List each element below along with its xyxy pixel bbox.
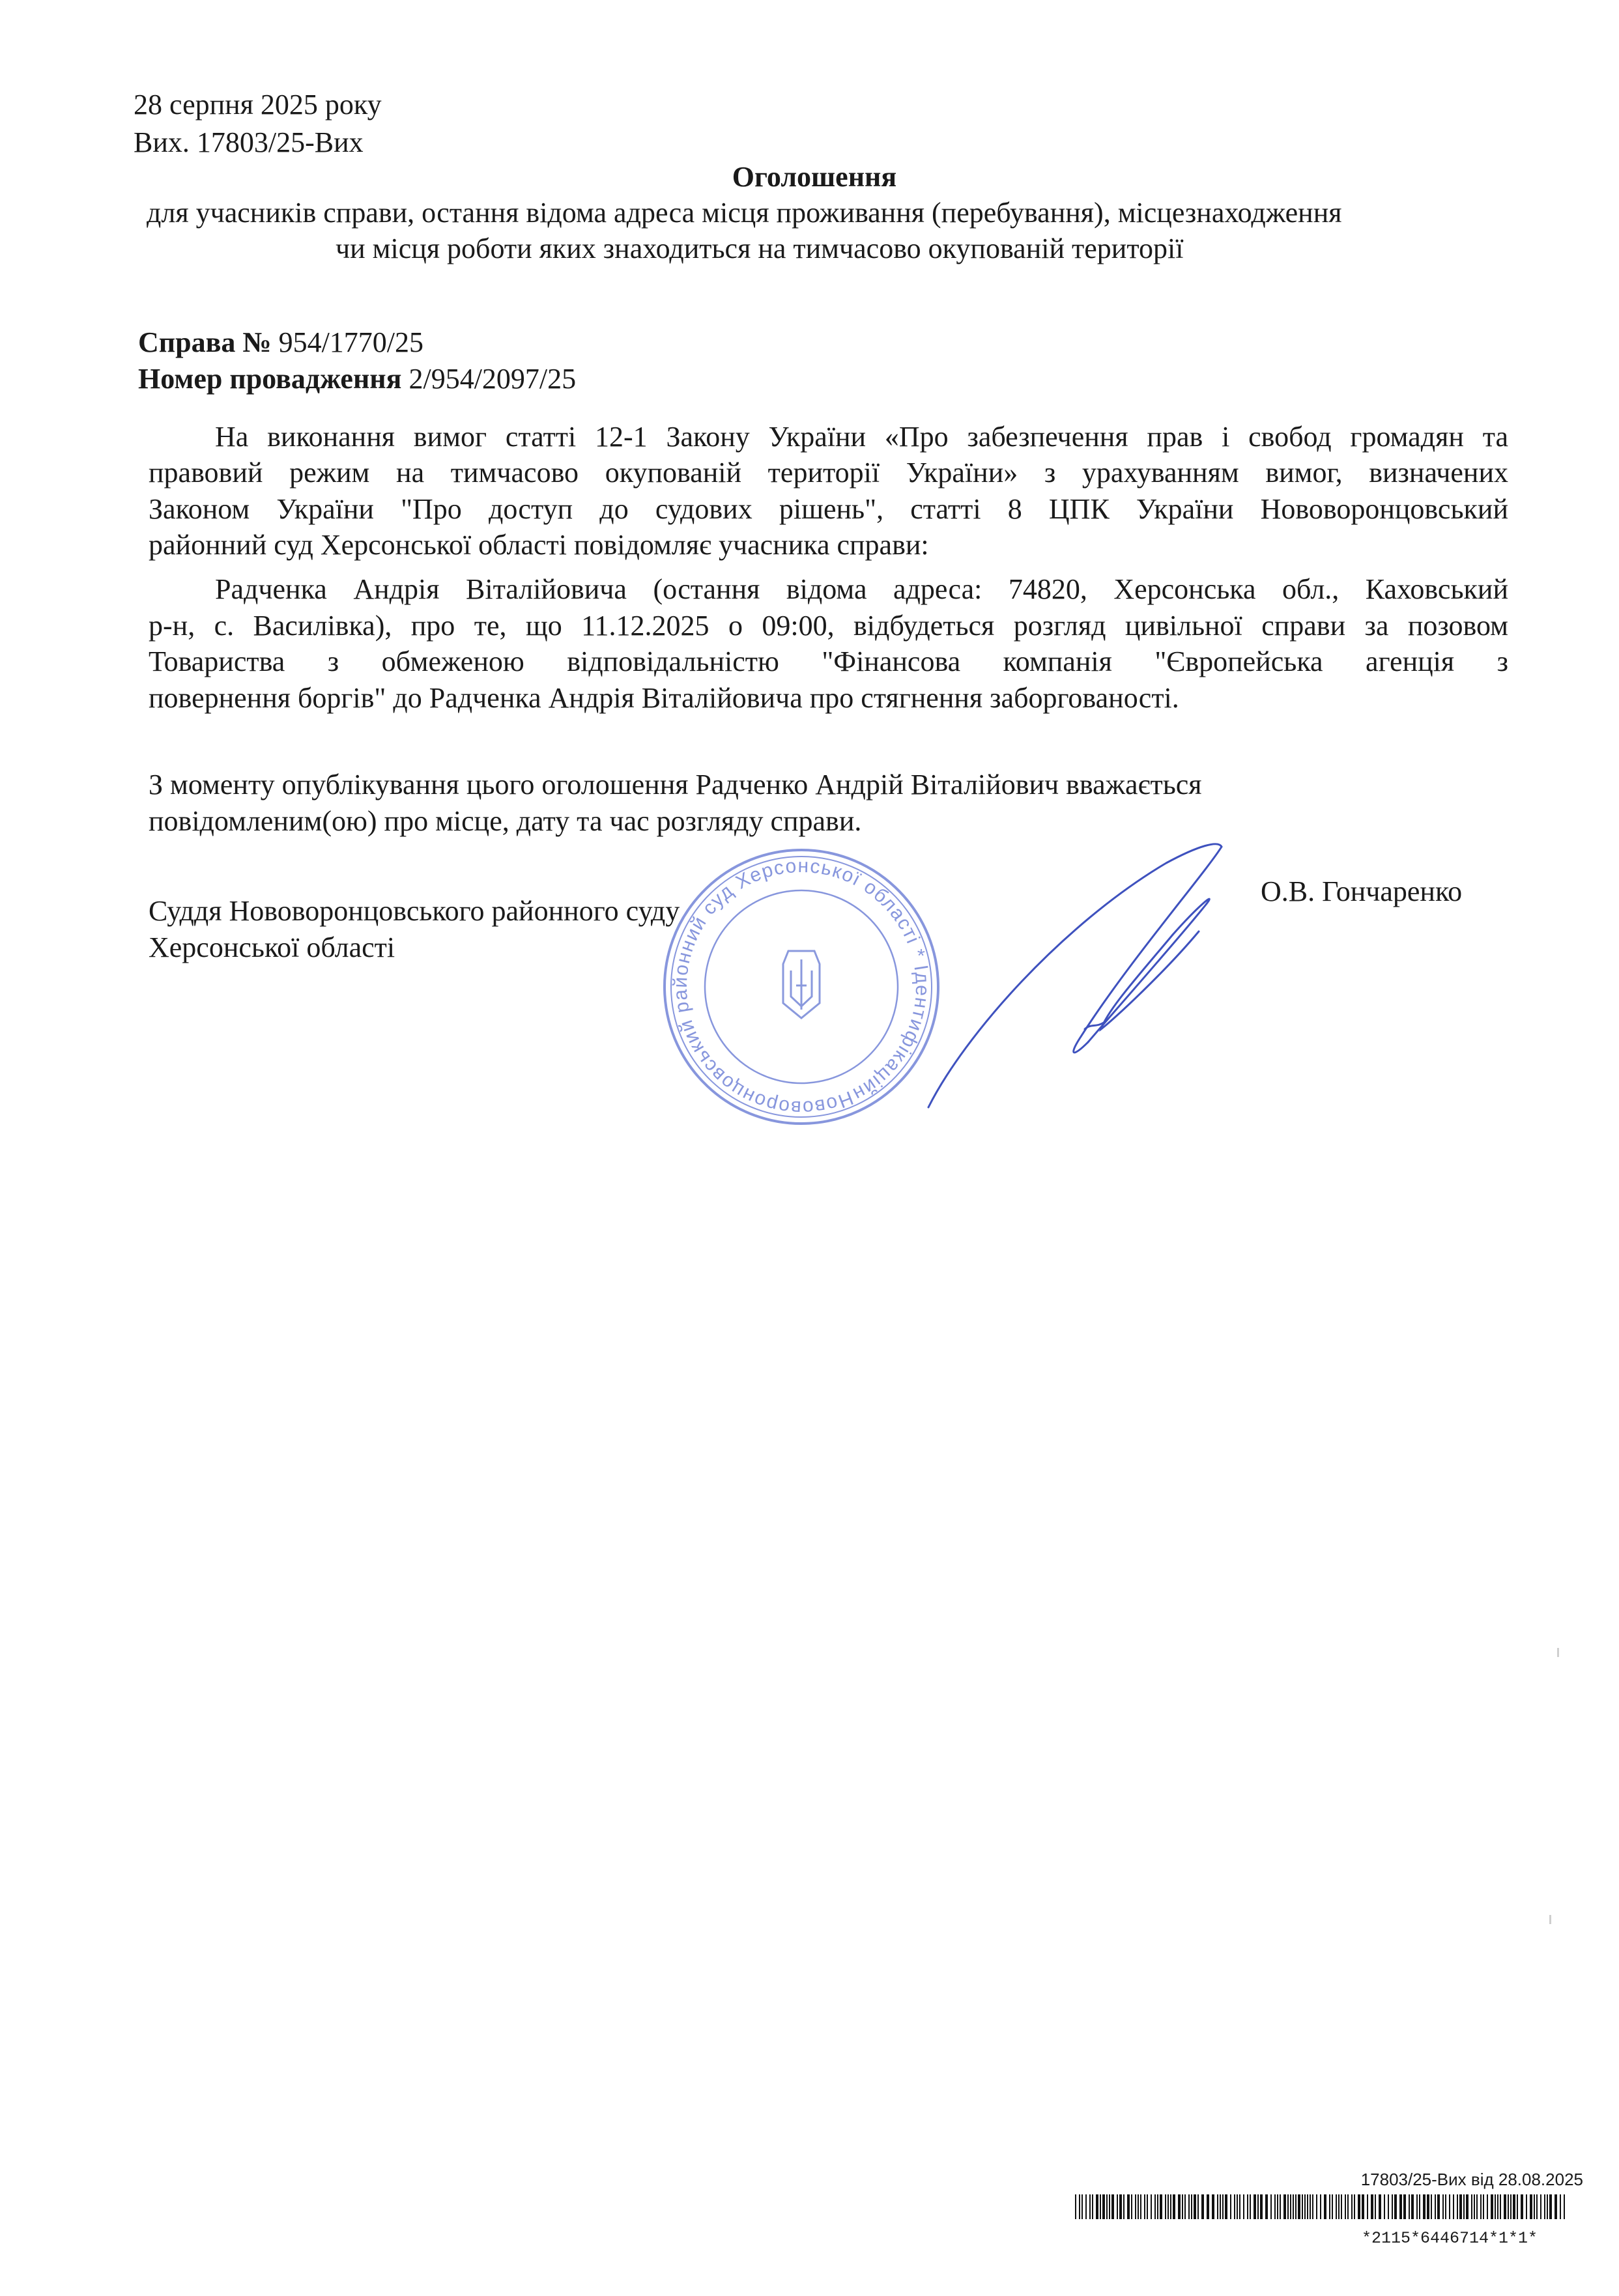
barcode-bar	[1437, 2194, 1440, 2219]
barcode-bar	[1201, 2194, 1204, 2219]
barcode-bar	[1109, 2194, 1110, 2219]
paragraph-1-line: Законом України "Про доступ до судових рішень", статті 8 ЦПК України Нововоронцовський	[149, 493, 1508, 525]
barcode-bar	[1338, 2194, 1340, 2219]
barcode-bar	[1178, 2194, 1181, 2219]
barcode-bar	[1517, 2194, 1518, 2219]
barcode-bar	[1184, 2194, 1186, 2219]
barcode-bar	[1483, 2194, 1484, 2219]
barcode-bar	[1379, 2194, 1381, 2219]
barcode-bar	[1247, 2194, 1248, 2219]
barcode-bar	[1280, 2194, 1281, 2219]
barcode-bar	[1079, 2194, 1080, 2219]
barcode-bar	[1480, 2194, 1482, 2219]
seal-text: Нововоронцовський районний суд Херсонської області * Ідентифікаційний	[669, 855, 934, 1119]
barcode-bar	[1117, 2194, 1118, 2219]
barcode-bar	[1534, 2194, 1535, 2219]
barcode-bar	[1212, 2194, 1214, 2219]
paragraph-1-line: На виконання вимог статті 12-1 Закону України «Про забезпечення прав і свобод громадян та	[215, 421, 1508, 453]
barcode-bar	[1168, 2194, 1169, 2219]
barcode-bar	[1555, 2194, 1557, 2219]
barcode-bar	[1188, 2194, 1190, 2219]
barcode-bar	[1119, 2194, 1122, 2219]
paragraph-3-line: повідомленим(ою) про місце, дату та час розгляду справи.	[149, 805, 862, 837]
barcode-bar	[1290, 2194, 1291, 2219]
barcode-bar	[1127, 2194, 1130, 2219]
barcode-bar	[1257, 2194, 1259, 2219]
barcode-bar	[1399, 2194, 1402, 2219]
barcode-bar	[1170, 2194, 1171, 2219]
paragraph-2-line: Радченка Андрія Віталійовича (остання відома адреса: 74820, Херсонська обл., Каховський	[215, 573, 1508, 605]
barcode-bar	[1508, 2194, 1509, 2219]
barcode-top-text: 17803/25-Вих від 28.08.2025	[1360, 2170, 1583, 2189]
barcode-bar	[1260, 2194, 1263, 2219]
barcode-bar	[1491, 2194, 1493, 2219]
barcode-bar	[1544, 2194, 1545, 2219]
barcode-bar	[1549, 2194, 1552, 2219]
paragraph-2-line: Товариства з обмеженою відповідальністю "Фінансова компанія "Європейська агенція з	[149, 645, 1508, 677]
barcode-bar	[1225, 2194, 1227, 2219]
paragraph-1-line: районний суд Херсонської області повідомляє учасника справи:	[149, 529, 929, 561]
barcode-bar	[1530, 2194, 1532, 2219]
barcode-bar	[1476, 2194, 1478, 2219]
barcode-bar	[1351, 2194, 1353, 2219]
barcode-bar	[1207, 2194, 1209, 2219]
paragraph-2-line: повернення боргів" до Радченка Андрія Віталійовича про стягнення заборгованості.	[149, 682, 1179, 714]
barcode-bar	[1304, 2194, 1306, 2219]
barcode-bar	[1234, 2194, 1235, 2219]
barcode-bar	[1230, 2194, 1231, 2219]
proceeding-number-value: 2/954/2097/25	[408, 363, 577, 395]
barcode-bar	[1243, 2194, 1244, 2219]
barcode-bar	[1316, 2194, 1317, 2219]
barcode-bar	[1495, 2194, 1496, 2219]
case-number-line	[138, 324, 423, 361]
barcode-bar	[1270, 2194, 1272, 2219]
barcode-bar	[1160, 2194, 1162, 2219]
barcode-bar	[1375, 2194, 1376, 2219]
document-title: Оголошення	[732, 161, 897, 193]
barcode-bar	[1457, 2194, 1458, 2219]
barcode-bar	[1295, 2194, 1297, 2219]
document-subtitle-line2: чи місця роботи яких знаходиться на тимчасово окупованій території	[336, 233, 1184, 264]
barcode-bar	[1111, 2194, 1114, 2219]
barcode-bar	[1332, 2194, 1333, 2219]
barcode-bar	[1435, 2194, 1436, 2219]
barcode-bar	[1135, 2194, 1136, 2219]
barcode-bar	[1250, 2194, 1251, 2219]
barcode-bars	[1075, 2194, 1570, 2219]
barcode-bar	[1409, 2194, 1410, 2219]
paragraph-3-line: З моменту опублікування цього оголошення Радченко Андрій Віталійович вважається	[149, 769, 1202, 801]
barcode-bar	[1504, 2194, 1506, 2219]
barcode-bar	[1388, 2194, 1389, 2219]
barcode-bar	[1173, 2194, 1175, 2219]
barcode-bar	[1526, 2194, 1527, 2219]
barcode-bar	[1089, 2194, 1091, 2219]
barcode-bar	[1265, 2194, 1268, 2219]
proceeding-number-label: Номер провадження	[138, 363, 402, 395]
barcode-bar	[1459, 2194, 1462, 2219]
barcode-bar	[1336, 2194, 1337, 2219]
barcode-bar	[1239, 2194, 1240, 2219]
barcode-bar	[1157, 2194, 1158, 2219]
barcode-bar	[1237, 2194, 1238, 2219]
barcode-bar	[1392, 2194, 1393, 2219]
barcode-bar	[1419, 2194, 1420, 2219]
barcode-bar	[1423, 2194, 1426, 2219]
barcode-bar	[1474, 2194, 1475, 2219]
barcode-bar	[1283, 2194, 1286, 2219]
barcode-bar	[1500, 2194, 1501, 2219]
barcode-bar	[1329, 2194, 1330, 2219]
barcode-bar	[1222, 2194, 1224, 2219]
barcode-bar	[1217, 2194, 1218, 2219]
barcode-bar	[1075, 2194, 1076, 2219]
barcode-bar	[1154, 2194, 1156, 2219]
barcode-bar	[1341, 2194, 1342, 2219]
barcode-bar	[1536, 2194, 1538, 2219]
barcode-bar	[1362, 2194, 1364, 2219]
barcode-bar	[1312, 2194, 1313, 2219]
barcode-bar	[1102, 2194, 1105, 2219]
barcode-bar	[1302, 2194, 1303, 2219]
barcode-bar	[1345, 2194, 1346, 2219]
barcode-bar	[1082, 2194, 1083, 2219]
document-date: 28 серпня 2025 року	[134, 89, 382, 120]
barcode-bar	[1497, 2194, 1498, 2219]
barcode-bar	[1394, 2194, 1397, 2219]
barcode-bar	[1138, 2194, 1139, 2219]
barcode-bar	[1310, 2194, 1311, 2219]
barcode-bar	[1274, 2194, 1276, 2219]
barcode-bar	[1371, 2194, 1373, 2219]
barcode-bar	[1487, 2194, 1488, 2219]
judge-position-line1: Суддя Нововоронцовського районного суду	[149, 895, 680, 927]
barcode-bar	[1540, 2194, 1541, 2219]
barcode-bar	[1324, 2194, 1326, 2219]
case-number-value: 954/1770/25	[278, 326, 424, 358]
barcode-bar	[1144, 2194, 1145, 2219]
barcode-bar	[1510, 2194, 1512, 2219]
case-number-label: Справа №	[138, 326, 272, 358]
barcode-bar	[1085, 2194, 1087, 2219]
barcode-bar	[1106, 2194, 1108, 2219]
barcode-bar	[1307, 2194, 1308, 2219]
barcode-bar	[1131, 2194, 1132, 2219]
barcode-bar	[1513, 2194, 1515, 2219]
barcode-bar	[1194, 2194, 1196, 2219]
scan-artifact	[1549, 1915, 1551, 1924]
barcode-bar	[1411, 2194, 1414, 2219]
paragraph-2-line: р-н, с. Василівка), про те, що 11.12.2025 о 09:00, відбудеться розгляд цивільної справи за позовом	[149, 610, 1508, 642]
barcode-bar	[1287, 2194, 1289, 2219]
barcode-bar	[1123, 2194, 1125, 2219]
barcode-bar	[1564, 2194, 1565, 2219]
trident-emblem-icon	[783, 951, 820, 1018]
document-barcode	[1075, 2169, 1583, 2249]
handwritten-signature	[893, 834, 1257, 1114]
proceeding-number-line	[138, 360, 576, 397]
barcode-bar	[1092, 2194, 1093, 2219]
document-subtitle-line1: для учасників справи, остання відома адреса місця проживання (перебування), місцезнаходження	[147, 197, 1342, 229]
barcode-bar	[1384, 2194, 1385, 2219]
barcode-bar	[1298, 2194, 1300, 2219]
barcode-bar	[1320, 2194, 1321, 2219]
barcode-bar	[1220, 2194, 1221, 2219]
barcode-bar	[1521, 2194, 1523, 2219]
barcode-bar	[1096, 2194, 1098, 2219]
barcode-bar	[1560, 2194, 1561, 2219]
barcode-bar	[1463, 2194, 1465, 2219]
barcode-bar	[1347, 2194, 1349, 2219]
barcode-bar	[1293, 2194, 1294, 2219]
judge-name: О.В. Гончаренко	[1261, 875, 1463, 907]
barcode-bar	[1100, 2194, 1101, 2219]
barcode-bar	[1354, 2194, 1355, 2219]
barcode-bar	[1165, 2194, 1166, 2219]
barcode-bar	[1453, 2194, 1454, 2219]
barcode-bar	[1427, 2194, 1429, 2219]
barcode-bar	[1191, 2194, 1192, 2219]
barcode-bar	[1182, 2194, 1183, 2219]
barcode-bar	[1151, 2194, 1152, 2219]
barcode-bar	[1449, 2194, 1450, 2219]
judge-position-line2: Херсонської області	[149, 931, 395, 963]
barcode-bar	[1147, 2194, 1148, 2219]
barcode-bar	[1197, 2194, 1199, 2219]
barcode-bar	[1140, 2194, 1141, 2219]
barcode-bar	[1431, 2194, 1432, 2219]
barcode-bar	[1277, 2194, 1278, 2219]
barcode-bar	[1466, 2194, 1469, 2219]
paragraph-1-line: правовий режим на тимчасово окупованій території України» з урахуванням вимог, визначених	[149, 457, 1508, 489]
barcode-bar	[1445, 2194, 1446, 2219]
barcode-bar	[1367, 2194, 1368, 2219]
barcode-bar	[1471, 2194, 1472, 2219]
barcode-bar	[1358, 2194, 1360, 2219]
outgoing-number: Вих. 17803/25-Вих	[134, 126, 364, 158]
barcode-bar	[1254, 2194, 1256, 2219]
barcode-bar	[1547, 2194, 1548, 2219]
scan-artifact	[1557, 1648, 1559, 1657]
barcode-bar	[1416, 2194, 1418, 2219]
barcode-bar	[1442, 2194, 1444, 2219]
barcode-bottom-text: *2115*6446714*1*1*	[1361, 2228, 1538, 2248]
barcode-bar	[1403, 2194, 1406, 2219]
